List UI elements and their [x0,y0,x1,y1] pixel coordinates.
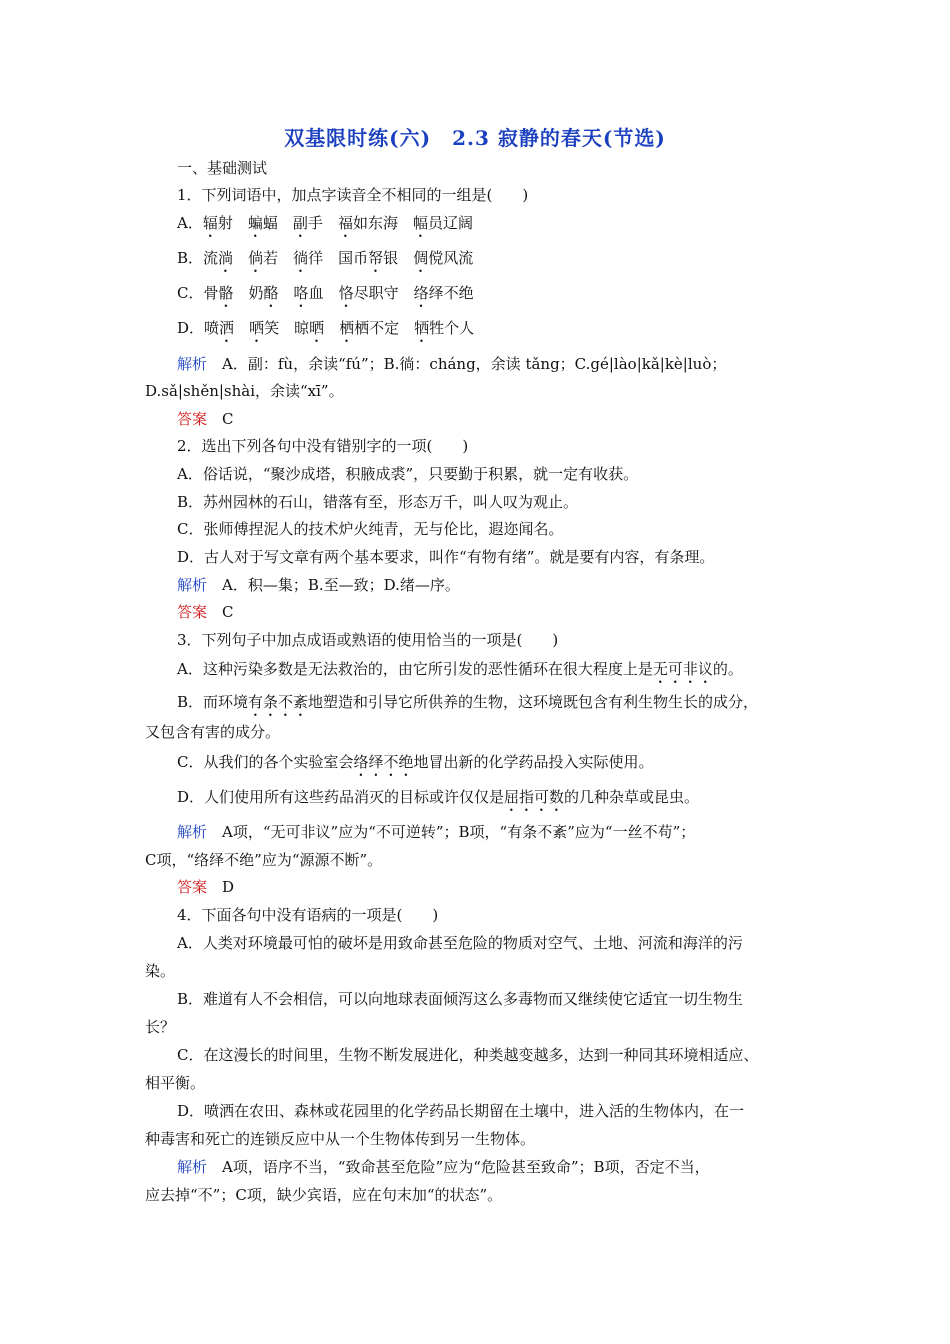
q4-option-c: C．在这漫长的时间里，生物不断发展进化，种类越变越多，达到一种同其环境相适应、 [177,1046,759,1064]
section-heading: 一、基础测试 [177,159,268,177]
analysis-label: 解析 [177,576,208,594]
q2-option-b: B．苏州园林的石山，错落有至，形态万千，叫人叹为观止。 [177,493,579,511]
q3-option-c: C．从我们的各个实验室会络绎不绝地冒出新的化学药品投入实际使用。 [177,753,654,771]
q4-option-a: A．人类对环境最可怕的破坏是用致命甚至危险的物质对空气、土地、河流和海洋的污 [177,934,743,952]
q2-answer: 答案 C [177,603,234,621]
q4-option-b: B．难道有人不会相信，可以向地球表面倾泻这么多毒物而又继续使它适宜一切生物生 [177,990,744,1008]
q1-stem: 1．下列词语中，加点字读音全不相同的一组是( ) [177,186,529,204]
q2-option-a: A．俗话说，“聚沙成塔，积腋成裘”，只要勤于积累，就一定有收获。 [177,465,639,483]
q4-analysis-cont: 应去掉“不”；C项，缺少宾语，应在句末加“的状态”。 [145,1186,503,1204]
q3-option-a: A．这种污染多数是无法救治的，由它所引发的恶性循环在很大程度上是无可非议的。 [177,660,743,678]
q4-option-a-cont: 染。 [145,962,176,980]
q3-option-b-cont: 又包含有害的成分。 [145,723,281,741]
q1-option-d: D．喷洒 哂笑 晾晒 栖栖不定 牺牲个人 [177,319,475,337]
q2-option-c: C．张师傅捏泥人的技术炉火纯青，无与伦比，遐迩闻名。 [177,520,564,538]
q4-option-d-cont: 种毒害和死亡的连锁反应中从一个生物体传到另一生物体。 [145,1130,536,1148]
q3-option-d: D．人们使用所有这些药品消灭的目标或许仅仅是屈指可数的几种杂草或昆虫。 [177,788,700,806]
q4-option-b-cont: 长？ [145,1018,176,1036]
q1-analysis: 解析 A．副：fù，余读“fú”；B.徜：cháng，余读 tǎng；C.gé|lào|kǎ|kè|luò； [177,355,727,373]
page-title: 双基限时练(六) 2.3 寂静的春天(节选) [284,126,666,150]
q1-option-a: A．辐射 蝙蝠 副手 福如东海 幅员辽阔 [177,214,473,232]
answer-label: 答案 [177,410,208,428]
q4-option-d: D．喷洒在农田、森林或花园里的化学药品长期留在土壤中，进入活的生物体内，在一 [177,1102,745,1120]
q3-stem: 3．下列句子中加点成语或熟语的使用恰当的一项是( ) [177,631,559,649]
q1-option-c: C．骨骼 奶酪 咯血 恪尽职守 络绎不绝 [177,284,474,302]
answer-label: 答案 [177,878,208,896]
q1-answer: 答案 C [177,410,234,428]
answer-label: 答案 [177,603,208,621]
q3-answer: 答案 D [177,878,235,896]
q2-stem: 2．选出下列各句中没有错别字的一项( ) [177,437,469,455]
analysis-label: 解析 [177,823,208,841]
q1-analysis-cont: D.sǎ|shěn|shài，余读“xī”。 [145,382,344,400]
q3-option-b: B．而环境有条不紊地塑造和引导它所供养的生物，这环境既包含有利生物生长的成分， [177,693,759,711]
q1-option-b: B．流淌 倘若 徜徉 国币帑银 倜傥风流 [177,249,474,267]
analysis-label: 解析 [177,1158,208,1176]
q2-option-d: D．古人对于写文章有两个基本要求，叫作“有物有绪”。就是要有内容，有条理。 [177,548,715,566]
q4-stem: 4．下面各句中没有语病的一项是( ) [177,906,439,924]
q3-analysis-cont: C项，“络绎不绝”应为“源源不断”。 [145,851,383,869]
q4-option-c-cont: 相平衡。 [145,1074,206,1092]
q2-analysis: 解析 A．积—集；B.至—致；D.绪—序。 [177,576,460,594]
analysis-label: 解析 [177,355,208,373]
q4-analysis: 解析 A项，语序不当，“致命甚至危险”应为“危险甚至致命”；B项，否定不当， [177,1158,710,1176]
q3-analysis: 解析 A项，“无可非议”应为“不可逆转”；B项，“有条不紊”应为“一丝不苟”； [177,823,696,841]
